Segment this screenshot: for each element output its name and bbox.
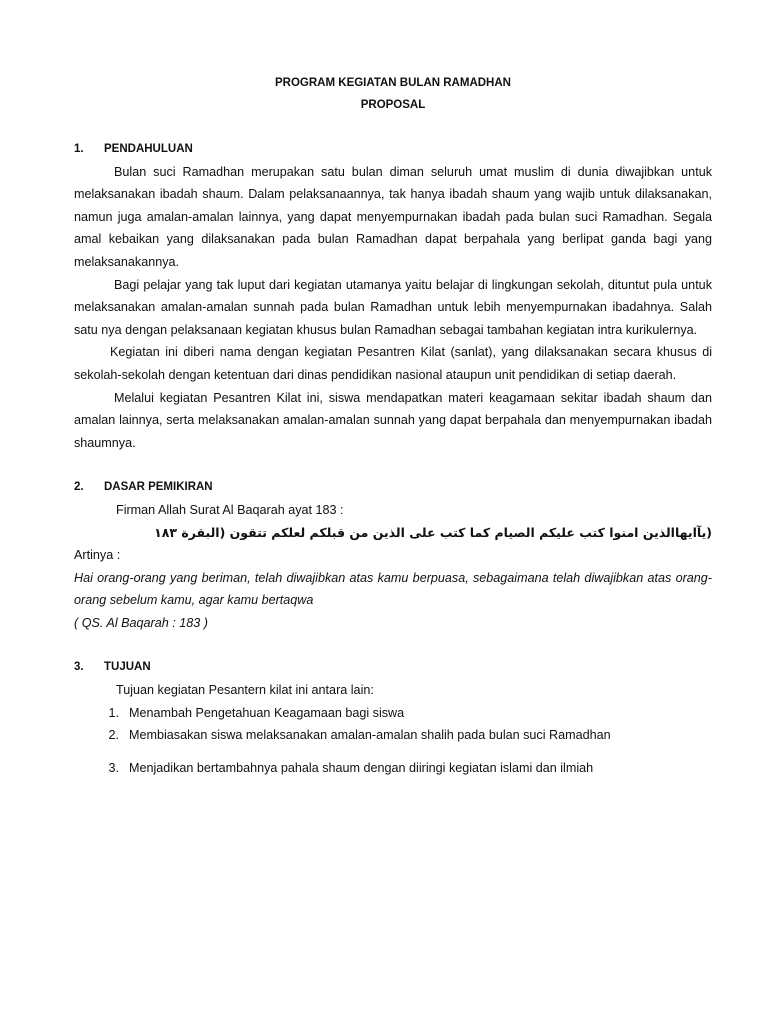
- list-item-text: Menjadikan bertambahnya pahala shaum dengan diiringi kegiatan islami dan ilmiah: [129, 760, 594, 775]
- section-title: DASAR PEMIKIRAN: [104, 481, 213, 494]
- verse-reference: ( QS. Al Baqarah : 183 ): [74, 615, 208, 630]
- section-heading-dasar-pemikiran: [74, 476, 712, 499]
- list-item-number: 2.: [108, 728, 119, 743]
- list-item: [74, 757, 712, 780]
- section-number: 3.: [74, 661, 84, 674]
- spacer: [74, 454, 712, 476]
- list-item-text: Membiasakan siswa melaksanakan amalan-amalan shalih pada bulan suci Ramadhan: [129, 728, 611, 743]
- section-number: 1.: [74, 143, 84, 155]
- section-number: 2.: [74, 481, 84, 494]
- goals-intro: Tujuan kegiatan Pesantern kilat ini antara lain:: [116, 683, 374, 698]
- verse-intro: Firman Allah Surat Al Baqarah ayat 183 :: [116, 502, 344, 517]
- list-item-number: 1.: [108, 705, 119, 720]
- document-subtitle: PROPOSAL: [360, 99, 426, 111]
- list-item: [74, 702, 712, 725]
- document-title: PROGRAM KEGIATAN BULAN RAMADHAN: [275, 77, 511, 89]
- goals-list: [74, 702, 712, 780]
- section-title: TUJUAN: [104, 661, 151, 674]
- list-item-text: Menambah Pengetahuan Keagamaan bagi siswa: [129, 705, 405, 720]
- paragraph: Melalui kegiatan Pesantren Kilat ini, siswa mendapatkan materi keagamaan sekitar ibadah shaum dan amalan lainnya, serta melaksanakan amalan-amalan sunnah yang dapat berpahala dan menyempurnakan ibadah shaumnya.: [74, 390, 712, 450]
- paragraph: Bagi pelajar yang tak luput dari kegiatan utamanya yaitu belajar di lingkungan sekolah, dituntut pula untuk melaksanakan amalan-amalan sunnah pada bulan Ramadhan untuk lebih menyempurnakan ibadahnya. Salah satu nya dengan pelaksanaan kegiatan khusus bulan Ramadhan sebagai tambahan kegiatan intra kurikulernya.: [74, 277, 712, 337]
- section-heading-pendahuluan: [74, 138, 712, 161]
- translation-label: Artinya :: [74, 548, 121, 563]
- arabic-verse: (يآايهاالذين امنوا كتب عليكم الصيام كما كتب على الذين من قبلكم لعلكم تتقون (البقرة ١٨٣: [154, 524, 712, 540]
- verse-translation: Hai orang-orang yang beriman, telah diwajibkan atas kamu berpuasa, sebagaimana telah diwajibkan atas orang-orang sebelum kamu, agar kamu bertaqwa: [74, 570, 712, 608]
- list-item-number: 3.: [108, 760, 119, 775]
- paragraph: Kegiatan ini diberi nama dengan kegiatan Pesantren Kilat (sanlat), yang dilaksanakan secara khusus di sekolah-sekolah dengan ketentuan dari dinas pendidikan nasional ataupun unit pendidikan di setiap daerah.: [74, 345, 712, 382]
- spacer: [74, 634, 712, 656]
- paragraph: Bulan suci Ramadhan merupakan satu bulan diman seluruh umat muslim di dunia diwajibkan untuk melaksanakan ibadah shaum. Dalam pelaksanaannya, tak hanya ibadah shaum yang wajib untuk dilaksanakan, namun juga amalan-amalan lainnya, yang dapat menyempurnakan ibadah pada bulan suci Ramadhan. Segala amal kebaikan yang dilaksanakan pada bulan Ramadhan dapat berpahala yang berlipat ganda bagi yang melaksanakannya.: [74, 164, 712, 269]
- section-heading-tujuan: [74, 656, 712, 679]
- document-body: [74, 72, 712, 779]
- list-item: [74, 724, 712, 747]
- section-title: PENDAHULUAN: [104, 143, 193, 155]
